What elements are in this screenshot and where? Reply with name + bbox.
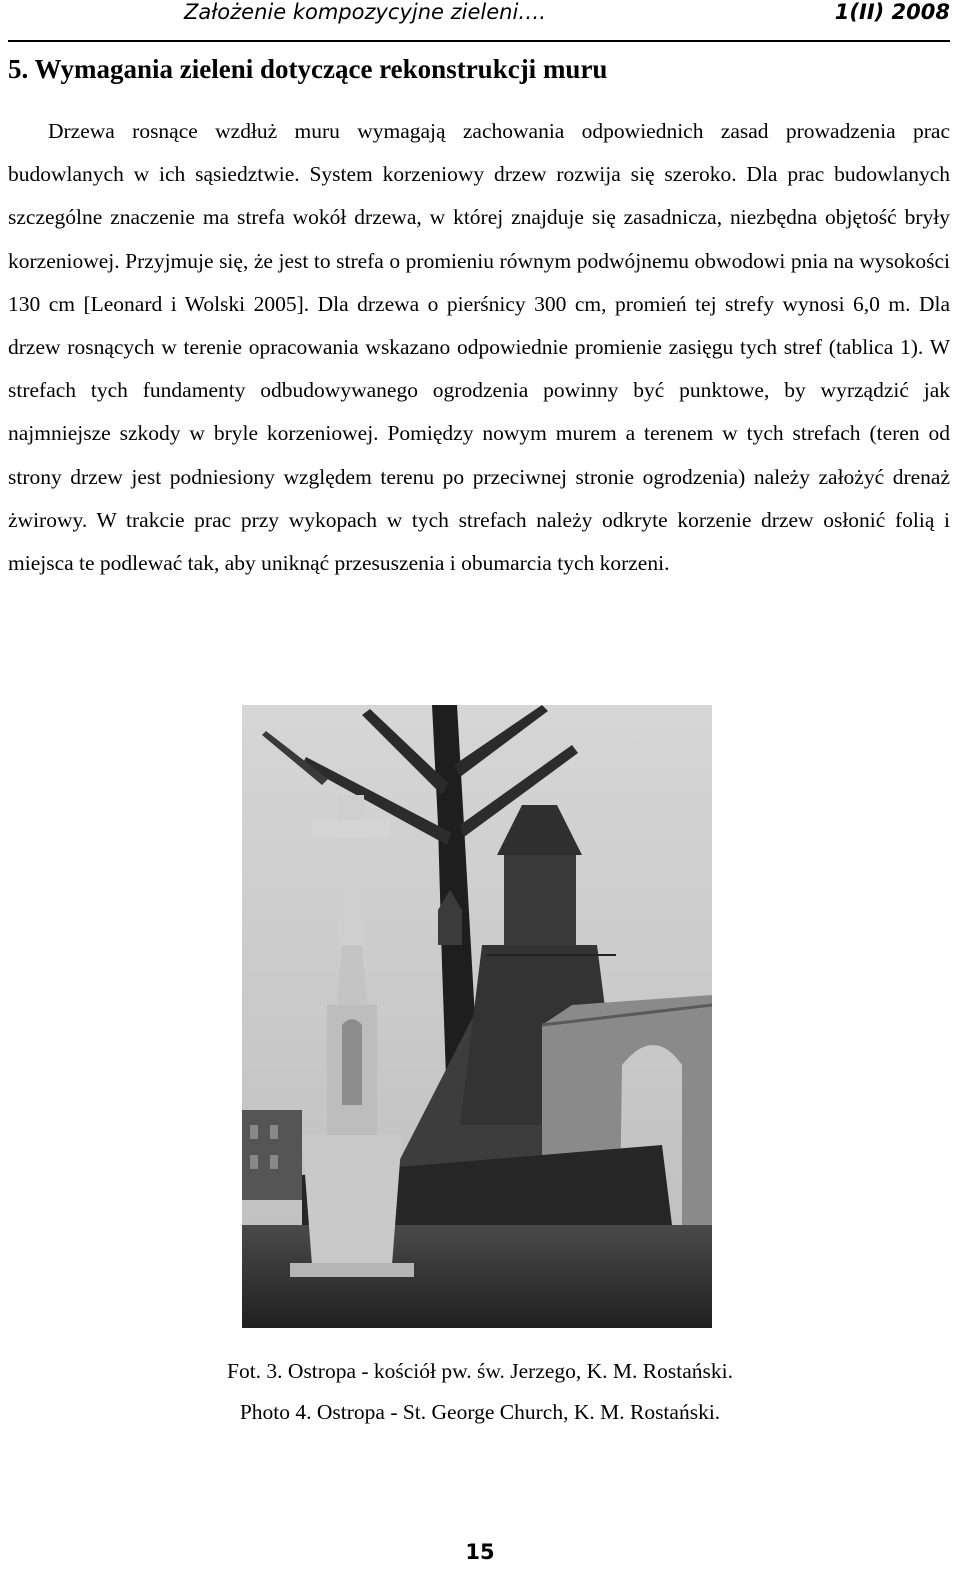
photo-caption-polish: Fot. 3. Ostropa - kościół pw. św. Jerzego, K. M. Rostański. [226,1359,733,1383]
church-photo [242,705,712,1328]
issue-number: 1(II) 2008 [834,0,950,24]
running-title: Założenie kompozycyjne zieleni…. [184,0,546,24]
body-paragraph: Drzewa rosnące wzdłuż muru wymagają zachowania odpowiednich zasad prowadzenia prac budowlanych w ich sąsiedztwie. System korzeniowy drzew rozwija się szeroko. Dla prac budowlanych szczególne znaczenie ma strefa wokół drzewa, w której znajduje się zasadnicza, niezbędna objętość bryły korzeniowej. Przyjmuje się, że jest to strefa o promieniu równym podwójnemu obwodowi pnia na wysokości 130 cm [Leonard i Wolski 2005]. Dla drzewa o pierśnicy 300 cm, promień tej strefy wynosi 6,0 m. Dla drzew rosnących w terenie opracowania wskazano odpowiednie promienie zasięgu tych stref (tablica 1). W strefach tych fundamenty odbudowywanego ogrodzenia powinny być punktowe, by wyrządzić jak najmniejsze szkody w bryle korzeniowej. Pomiędzy nowym murem a terenem w tych strefach (teren od strony drzew jest podniesiony względem terenu po przeciwnej stronie ogrodzenia) należy założyć drenaż żwirowy. W trakcie prac przy wykopach w tych strefach należy odkryte korzenie drzew osłonić folią i miejsca te podlewać tak, aby uniknąć przesuszenia i obumarcia tych korzeni. [8,119,950,576]
church-photo-illustration [242,705,712,1328]
section-heading: 5. Wymagania zieleni dotyczące rekonstrukcji muru [8,54,608,84]
page-number: 15 [465,1540,495,1564]
running-header [8,0,950,42]
photo-caption-english: Photo 4. Ostropa - St. George Church, K. M. Rostański. [239,1400,721,1424]
